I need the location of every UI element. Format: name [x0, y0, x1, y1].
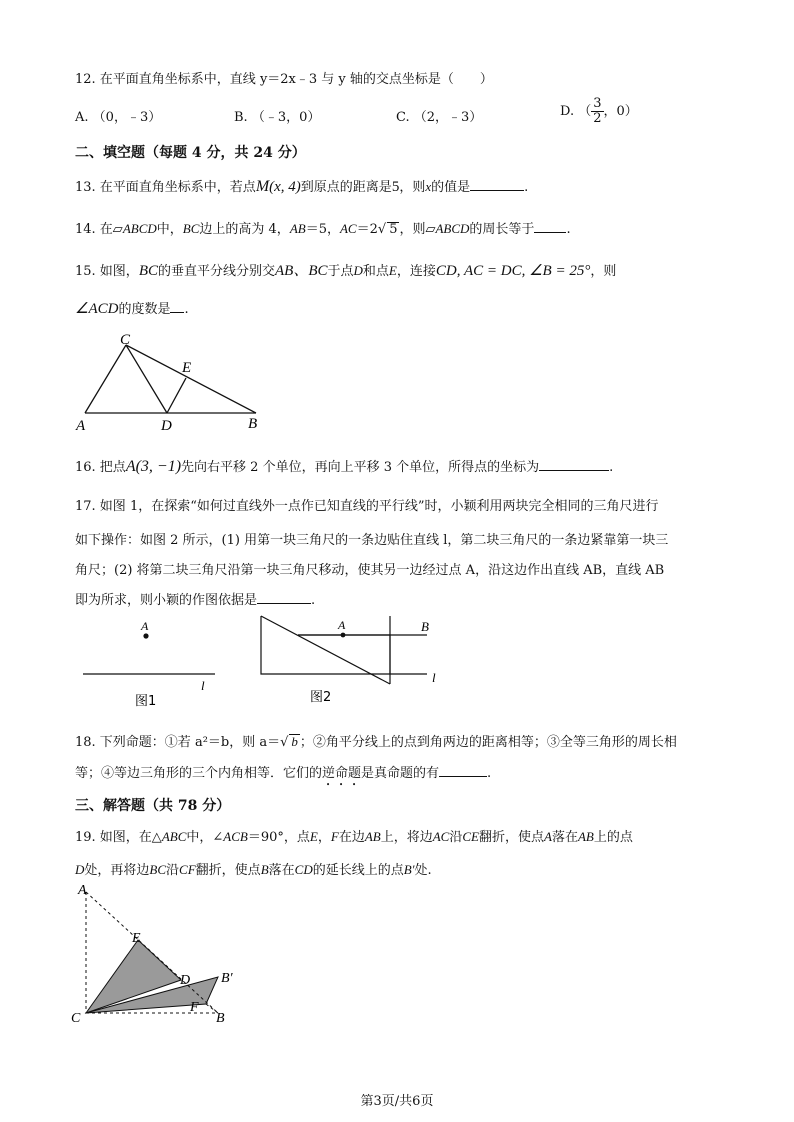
answer-blank[interactable]	[534, 220, 566, 233]
q19-abc: ABC	[161, 829, 187, 844]
q14-text: 14. 在▱	[75, 222, 123, 237]
triangle-ruler-1	[261, 616, 390, 674]
q15-e: E	[388, 263, 397, 278]
label-d: D	[161, 418, 172, 434]
q15-text: 15. 如图，	[75, 264, 139, 279]
q19-ac: AC	[432, 829, 450, 844]
q19-bc: BC	[149, 862, 167, 877]
q15-abbc: AB、BC	[275, 263, 328, 279]
q14-radicand: 5	[389, 222, 398, 237]
segment-de	[167, 378, 186, 413]
q18-line2	[75, 762, 491, 789]
q14-end: .	[566, 222, 571, 237]
q15-text: ，则	[590, 264, 617, 279]
label-a: A	[76, 418, 86, 434]
q19-text: 上的点	[593, 830, 633, 845]
label-bprime: B′	[221, 971, 233, 986]
q19-text: 上，将边	[380, 830, 433, 845]
q18-line1	[75, 731, 677, 750]
q19-text: 落在	[268, 863, 295, 878]
q19-a: A	[544, 829, 552, 844]
q12-option-c	[396, 106, 482, 125]
option-prefix: （	[578, 104, 592, 119]
fraction	[591, 97, 603, 126]
page-footer: 第3页/共6页	[360, 1094, 434, 1109]
option-label: B.	[234, 110, 248, 125]
sqrt-symbol: √	[377, 222, 387, 237]
label-e: E	[132, 931, 141, 946]
q12-option-d	[560, 96, 638, 128]
answer-blank[interactable]	[539, 458, 609, 471]
option-value: （﹣3，0）	[251, 110, 321, 125]
q16-point: A(3, −1)	[125, 458, 182, 475]
label-d: D	[180, 973, 191, 988]
sqrt-symbol: √	[280, 735, 289, 750]
q18-text: 等；④等边三角形的三个内角相等．它们的	[75, 766, 323, 781]
q18-text: ；②角平分线上的点到角两边的距离相等；③全等三角形的周长相	[299, 735, 677, 750]
q19-text: 翻折，使点	[195, 863, 261, 878]
option-suffix: ，0）	[603, 104, 638, 119]
fraction-numerator: 3	[593, 96, 602, 111]
q18-text: 是真命题的有	[361, 766, 440, 781]
q14-parallelogram: ABCD	[122, 221, 157, 236]
q17-text: 即为所求，则小颖的作图依据是	[75, 593, 258, 608]
label-l: l	[201, 678, 205, 693]
q14-parallelogram: ABCD	[435, 221, 470, 236]
label-c: C	[120, 332, 131, 348]
q14-text: ，则▱	[399, 222, 436, 237]
q15-line2	[75, 298, 189, 318]
q14-text: 的周长等于	[469, 222, 535, 237]
label-a2: A	[338, 618, 346, 632]
section-title-answers: 三、解答题（共 78 分）	[75, 798, 231, 814]
q19-ce: CE	[462, 829, 479, 844]
q12-stem: 12. 在平面直角坐标系中，直线 y＝2x﹣3 与 y 轴的交点坐标是（ ）	[75, 72, 493, 87]
label-a: A	[141, 619, 149, 633]
label-b: B	[216, 1011, 225, 1026]
answer-blank[interactable]	[257, 591, 311, 604]
q14-ac: AC	[339, 221, 357, 236]
q13-end: .	[524, 180, 529, 195]
q15-angle: ∠ACD	[75, 301, 119, 317]
q19-text: 落在	[551, 830, 578, 845]
q18-emphasis: 逆命题	[322, 766, 362, 781]
q15-text: 的垂直平分线分别交	[157, 264, 275, 279]
q19-text: 翻折，使点	[479, 830, 545, 845]
q17-line4	[75, 589, 315, 608]
answer-blank[interactable]	[439, 764, 487, 777]
q19-acb: ACB	[223, 829, 248, 844]
q19-text: 的延长线上的点	[312, 863, 404, 878]
label-f: F	[190, 1000, 199, 1015]
q19-line2	[75, 859, 432, 878]
q18-end: .	[487, 766, 492, 781]
caption-fig2: 图2	[310, 690, 332, 705]
q16-text: 16. 把点	[75, 460, 126, 475]
q15-condition: CD, AC = DC, ∠B = 25°	[435, 263, 591, 279]
label-a: A	[78, 883, 87, 898]
caption-fig1: 图1	[135, 694, 157, 709]
segment-cb	[126, 345, 256, 413]
q13	[75, 176, 528, 196]
point-a	[143, 633, 148, 638]
q15-d: D	[353, 263, 363, 278]
point-a2	[341, 633, 346, 638]
label-c: C	[71, 1011, 81, 1026]
q13-point: M	[255, 178, 270, 195]
q19-text: 19. 如图，在△	[75, 830, 162, 845]
answer-blank[interactable]	[470, 178, 524, 191]
label-e: E	[182, 360, 192, 376]
q19-d: D	[75, 862, 85, 877]
figure-q17	[75, 612, 455, 712]
q19-text: 沿	[166, 863, 180, 878]
q13-text: 的值是	[431, 180, 471, 195]
q14-text: 中，	[156, 222, 183, 237]
q16	[75, 456, 613, 476]
q19-b: B	[260, 862, 269, 877]
q13-text: 到原点的距离是	[300, 180, 392, 195]
q13-variable: x	[425, 179, 432, 194]
segment-ac	[85, 345, 126, 413]
answer-blank[interactable]	[170, 300, 184, 313]
option-label: C.	[396, 110, 410, 125]
q19-text: 处，再将边	[84, 863, 150, 878]
q17-line2: 如下操作：如图 2 所示，(1) 用第一块三角尺的一条边贴住直线 l，第二块三角尺的一条边紧靠第一块三	[75, 533, 669, 548]
q13-coord: (x, 4)	[269, 179, 301, 195]
q15-text: 于点	[327, 264, 354, 279]
q19-ab2: AB	[577, 829, 594, 844]
label-b: B	[421, 619, 429, 634]
q14	[75, 218, 571, 237]
q19-cd: CD	[294, 862, 313, 877]
q15-text: 的度数是	[118, 302, 171, 317]
q19-ab: AB	[364, 829, 381, 844]
option-value: （0，﹣3）	[92, 110, 162, 125]
q16-end: .	[609, 460, 614, 475]
q13-text: 13. 在平面直角坐标系中，若点	[75, 180, 256, 195]
q19-e: E	[309, 829, 318, 844]
q14-text: ＝2	[356, 222, 378, 237]
option-value: （2，﹣3）	[413, 110, 483, 125]
q14-bc: BC	[182, 221, 200, 236]
label-b: B	[248, 416, 258, 432]
q19-text: ，	[317, 830, 331, 845]
q12-option-b	[234, 106, 320, 125]
q19-cf: CF	[179, 862, 196, 877]
q15-text: 和点	[362, 264, 389, 279]
q19-bprime: B′	[403, 862, 415, 877]
q19-text: ＝90°，点	[247, 830, 310, 845]
q19-text: 沿	[449, 830, 463, 845]
q15-end: .	[184, 302, 189, 317]
q19-line1	[75, 826, 633, 845]
q17-end: .	[311, 593, 316, 608]
q16-text: 先向右平移 2 个单位，再向上平移 3 个单位，所得点的坐标为	[181, 460, 540, 475]
q12-option-a	[75, 106, 161, 125]
q19-text: 中，∠	[186, 830, 224, 845]
q15-text: ，连接	[396, 264, 436, 279]
q13-distance: 5	[391, 179, 400, 195]
q19-text: 处.	[414, 863, 432, 878]
q19-f: F	[330, 829, 339, 844]
option-label: D.	[560, 104, 575, 119]
section-title-fill-blank: 二、填空题（每题 4 分，共 24 分）	[75, 145, 306, 161]
figure-q19	[66, 880, 256, 1030]
q17-line3: 角尺；(2) 将第二块三角尺沿第一块三角尺移动，使其另一边经过点 A，沿这边作出直线 AB，直线 AB	[75, 563, 665, 578]
q13-text: ，则	[399, 180, 426, 195]
option-label: A.	[75, 110, 89, 125]
q14-ab: AB	[289, 221, 306, 236]
q14-text: ＝5，	[305, 222, 340, 237]
q18-radicand: b	[291, 734, 298, 749]
figure-q15	[70, 330, 280, 435]
q15-line1	[75, 259, 616, 280]
q19-text: 在边	[338, 830, 365, 845]
q15-bc: BC	[138, 263, 158, 279]
q17-line1: 17. 如图 1，在探索“如何过直线外一点作已知直线的平行线”时，小颖利用两块完全相同的三角尺进行	[75, 499, 659, 514]
q14-text: 边上的高为 4，	[199, 222, 290, 237]
fraction-denominator: 2	[593, 111, 602, 126]
q18-text: 18. 下列命题：①若 a²＝b，则 a＝	[75, 735, 281, 750]
label-l2: l	[432, 670, 436, 685]
